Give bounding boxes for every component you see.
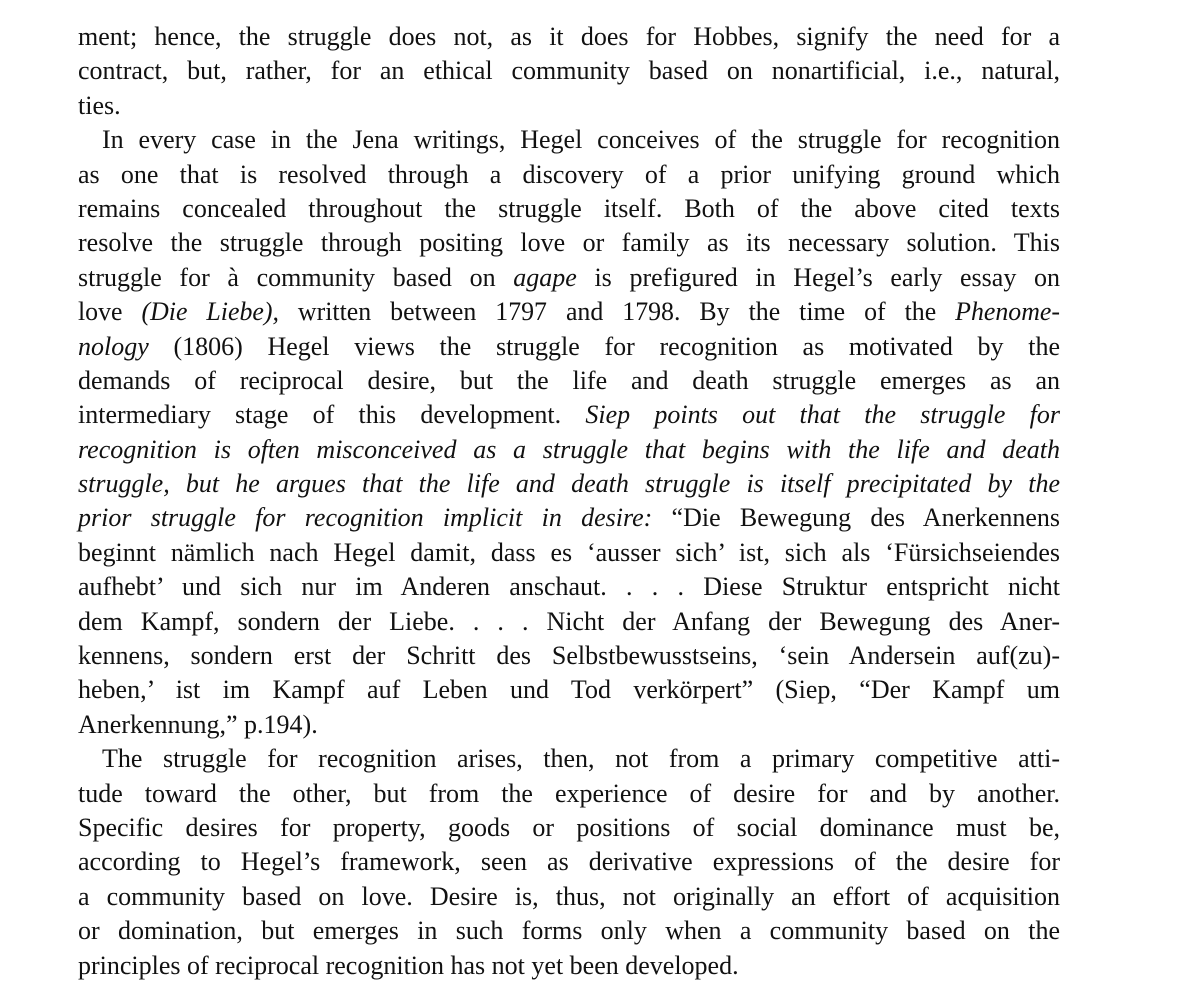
text-line <box>78 777 1060 811</box>
text-line <box>78 398 1060 432</box>
text-segment: or domination, but emerges in such forms only when a community based on the <box>78 916 1060 946</box>
italic-text-segment: nology <box>78 331 149 361</box>
text-segment: according to Hegel’s framework, seen as derivative expressions of the desire for <box>78 847 1060 877</box>
body-text <box>78 20 1060 983</box>
text-line <box>78 811 1060 845</box>
text-segment: tude toward the other, but from the experience of desire for and by another. <box>78 778 1060 808</box>
text-line <box>78 949 1060 983</box>
italic-text-segment: prior struggle for recognition implicit in desire: <box>78 503 653 533</box>
text-segment: beginnt nämlich nach Hegel damit, dass es ‘ausser sich’ ist, sich als ‘Fürsichseiendes <box>78 537 1060 567</box>
text-line <box>78 708 1060 742</box>
text-line <box>78 295 1060 329</box>
text-segment: contract, but, rather, for an ethical community based on nonartificial, i.e., natural, <box>78 56 1060 86</box>
italic-text-segment: struggle, but he argues that the life and death struggle is itself precipitated by the <box>78 469 1060 499</box>
text-segment: “Die Bewegung des Anerkennens <box>652 503 1060 533</box>
text-line <box>78 570 1060 604</box>
italic-text-segment: agape <box>513 262 577 292</box>
text-line <box>78 20 1060 54</box>
text-line <box>78 880 1060 914</box>
text-segment: In every case in the Jena writings, Hegel conceives of the struggle for recognition <box>102 125 1060 155</box>
text-line <box>78 158 1060 192</box>
text-segment: as one that is resolved through a discovery of a prior unifying ground which <box>78 159 1060 189</box>
text-segment: dem Kampf, sondern der Liebe. . . . Nicht der Anfang der Bewegung des Aner- <box>78 606 1060 636</box>
text-line <box>78 501 1060 535</box>
text-line <box>78 605 1060 639</box>
text-line <box>78 364 1060 398</box>
text-segment: heben,’ ist im Kampf auf Leben und Tod verkörpert” (Siep, “Der Kampf um <box>78 675 1060 705</box>
text-segment: (1806) Hegel views the struggle for recognition as motivated by the <box>148 331 1060 361</box>
text-line <box>78 192 1060 226</box>
text-line <box>78 330 1060 364</box>
text-line <box>78 467 1060 501</box>
text-segment: written between 1797 and 1798. By the time of the <box>278 297 956 327</box>
italic-text-segment: Phenome- <box>955 297 1060 327</box>
text-line <box>78 123 1060 157</box>
text-segment: demands of reciprocal desire, but the life and death struggle emerges as an <box>78 365 1060 395</box>
text-segment: remains concealed throughout the struggle itself. Both of the above cited texts <box>78 193 1060 223</box>
text-line <box>78 226 1060 260</box>
text-line <box>78 261 1060 295</box>
text-line <box>78 742 1060 776</box>
text-segment: love <box>78 297 142 327</box>
text-segment: intermediary stage of this development. <box>78 400 586 430</box>
text-segment: kennens, sondern erst der Schritt des Selbstbewusstseins, ‘sein Andersein auf(zu)- <box>78 641 1060 671</box>
text-line <box>78 433 1060 467</box>
text-segment: Specific desires for property, goods or positions of social dominance must be, <box>78 812 1060 842</box>
text-line <box>78 914 1060 948</box>
text-line <box>78 673 1060 707</box>
text-segment: struggle for à community based on <box>78 262 514 292</box>
text-segment: ties. <box>78 90 121 120</box>
text-segment: Anerkennung,” p.194). <box>78 709 318 739</box>
text-segment: The struggle for recognition arises, then, not from a primary competitive atti- <box>102 744 1060 774</box>
italic-text-segment: recognition is often misconceived as a struggle that begins with the life and death <box>78 434 1060 464</box>
text-line <box>78 89 1060 123</box>
text-segment: ment; hence, the struggle does not, as it does for Hobbes, signify the need for a <box>78 22 1060 51</box>
text-segment: resolve the struggle through positing love or family as its necessary solution. This <box>78 228 1060 258</box>
text-segment: aufhebt’ und sich nur im Anderen anschaut. . . . Diese Struktur entspricht nicht <box>78 572 1060 602</box>
text-line <box>78 536 1060 570</box>
text-line <box>78 639 1060 673</box>
text-segment: principles of reciprocal recognition has not yet been developed. <box>78 950 739 980</box>
italic-text-segment: Siep points out that the struggle for <box>585 400 1060 430</box>
text-segment: a community based on love. Desire is, thus, not originally an effort of acquisition <box>78 881 1060 911</box>
text-line <box>78 54 1060 88</box>
italic-text-segment: (Die Liebe), <box>141 297 279 327</box>
text-line <box>78 845 1060 879</box>
text-segment: is prefigured in Hegel’s early essay on <box>576 262 1060 292</box>
